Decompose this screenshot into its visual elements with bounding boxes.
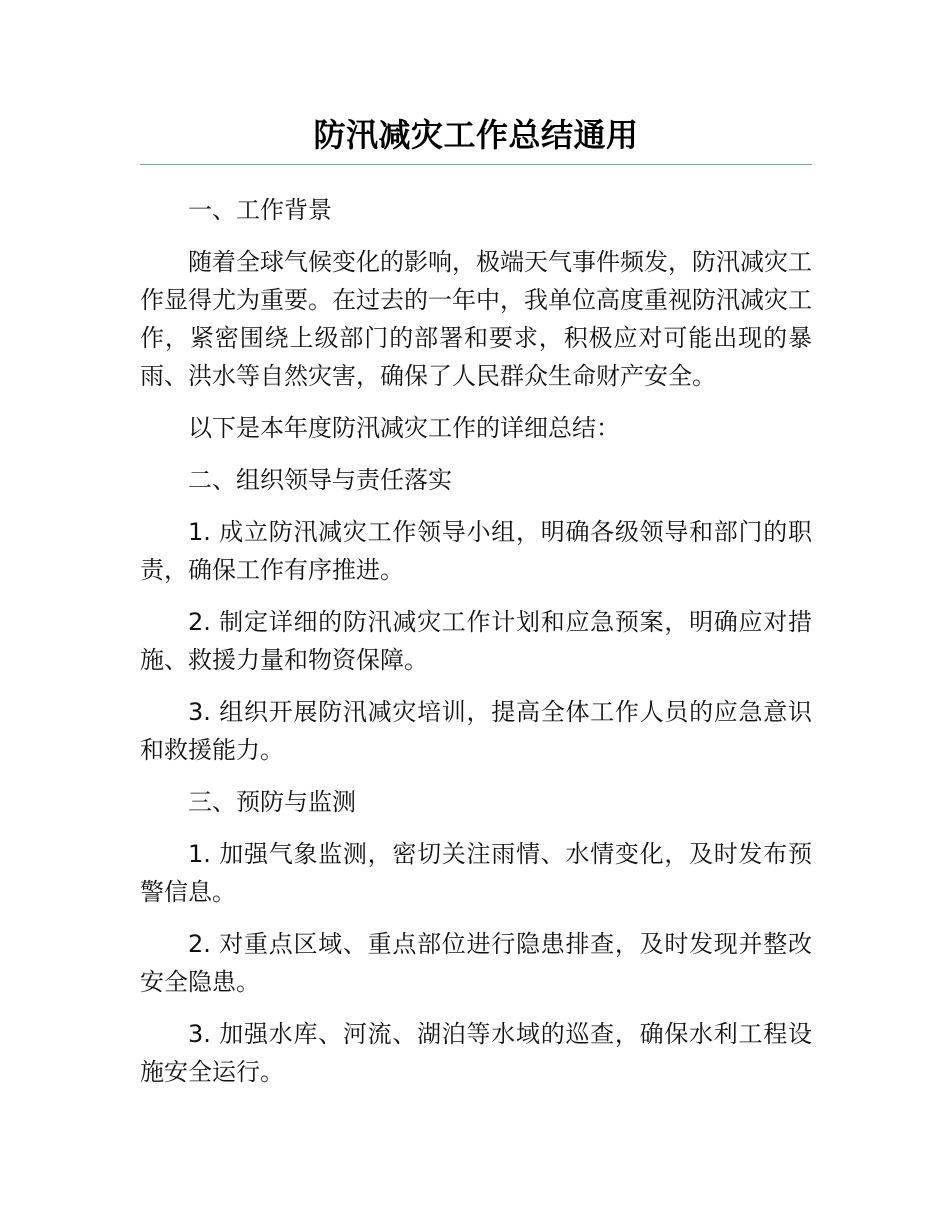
paragraph-summary-intro: 以下是本年度防汛减灾工作的详细总结： — [188, 414, 620, 442]
title-divider — [140, 164, 812, 165]
section-heading-background: 一、工作背景 — [188, 196, 332, 224]
paragraph-background: 随着全球气候变化的影响，极端天气事件频发，防汛减灾工作显得尤为重要。在过去的一年中，我单位高度重视防汛减灾工作，紧密围绕上级部门的部署和要求，积极应对可能出现的暴雨、洪水等自然灾害，确保了人民群众生命财产安全。 — [140, 248, 812, 390]
section-heading-organization: 二、组织领导与责任落实 — [188, 466, 452, 494]
list-item-prevention-1: 1. 加强气象监测，密切关注雨情、水情变化，及时发布预警信息。 — [140, 840, 812, 906]
document-title: 防汛减灾工作总结通用 — [313, 116, 639, 154]
list-item-organization-2: 2. 制定详细的防汛减灾工作计划和应急预案，明确应对措施、救援力量和物资保障。 — [140, 608, 812, 674]
list-item-organization-3: 3. 组织开展防汛减灾培训，提高全体工作人员的应急意识和救援能力。 — [140, 698, 812, 764]
list-item-prevention-2: 2. 对重点区域、重点部位进行隐患排查，及时发现并整改安全隐患。 — [140, 930, 812, 996]
document-page — [140, 110, 812, 1105]
list-item-prevention-3: 3. 加强水库、河流、湖泊等水域的巡查，确保水利工程设施安全运行。 — [140, 1020, 812, 1086]
section-heading-prevention: 三、预防与监测 — [188, 788, 356, 816]
list-item-organization-1: 1. 成立防汛减灾工作领导小组，明确各级领导和部门的职责，确保工作有序推进。 — [140, 518, 812, 584]
